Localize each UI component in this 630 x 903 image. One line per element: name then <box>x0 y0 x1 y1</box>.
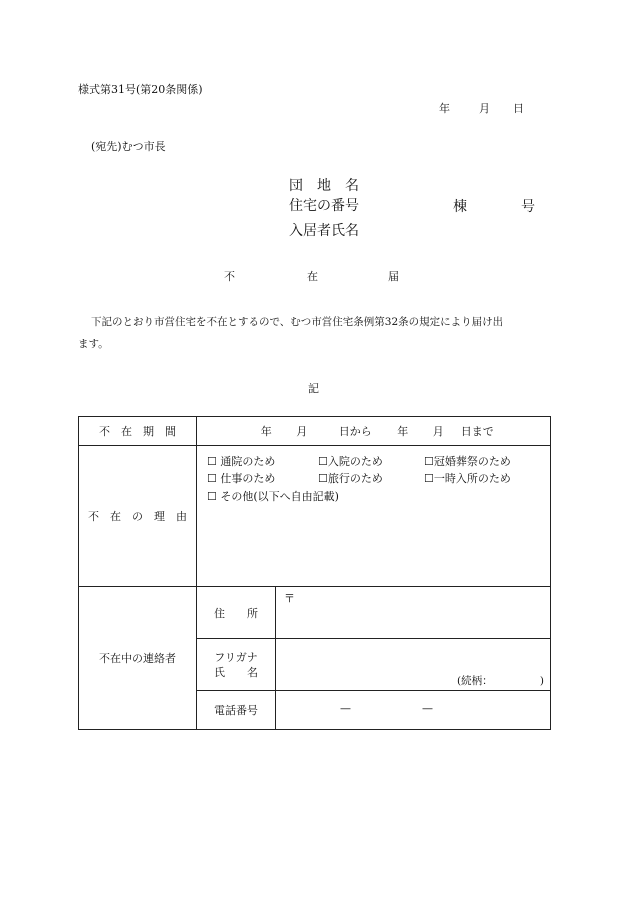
resident-name-label: 入居者氏名 <box>289 223 359 239</box>
date-year: 年 <box>439 102 450 115</box>
unit-number-label: 住宅の番号 <box>289 198 359 214</box>
body-line-2: ます。 <box>78 338 109 350</box>
option-other[interactable]: ☐ その他(以下へ自由記載) <box>207 489 339 503</box>
form-number: 様式第31号(第20条関係) <box>78 83 203 96</box>
to-day: 日まで <box>460 425 494 438</box>
name-input-cell[interactable] <box>276 639 551 691</box>
from-month: 月 <box>296 425 308 438</box>
postal-mark: 〒 <box>284 592 295 605</box>
title-char-3: 届 <box>388 270 399 283</box>
phone-input-cell[interactable] <box>276 691 551 730</box>
title-char-2: 在 <box>307 270 318 283</box>
option-travel[interactable]: ☐旅行のため <box>318 472 383 486</box>
option-temporary-admission[interactable]: ☐一時入所のため <box>424 472 511 486</box>
to-month: 月 <box>432 425 444 438</box>
from-day: 日から <box>338 425 372 438</box>
from-year: 年 <box>260 425 272 438</box>
reason-label: 不 在 の 理 由 <box>79 446 197 587</box>
ki-heading: 記 <box>308 382 319 395</box>
number-label: 号 <box>521 199 535 215</box>
reason-row <box>79 446 551 587</box>
phone-dash-2: — <box>422 702 433 715</box>
period-label: 不 在 期 間 <box>79 417 197 446</box>
title-char-1: 不 <box>224 270 235 283</box>
option-hospital-visit[interactable]: ☐ 通院のため <box>207 454 276 468</box>
phone-dash-1: — <box>340 702 351 715</box>
body-line-1: 下記のとおり市営住宅を不在とするので、むつ市営住宅条例第32条の規定により届け出 <box>91 316 504 328</box>
contact-label: 不在中の連絡者 <box>79 587 197 730</box>
phone-label: 電話番号 <box>197 691 276 730</box>
date-month: 月 <box>479 102 490 115</box>
building-label: 棟 <box>453 199 467 215</box>
relationship: (続柄： ) <box>457 675 544 687</box>
option-hospitalization[interactable]: ☐入院のため <box>318 454 383 468</box>
absence-form-table <box>78 416 551 730</box>
date-day: 日 <box>513 102 524 115</box>
name-label: 氏 名 <box>214 665 258 679</box>
period-value-cell[interactable] <box>197 417 551 446</box>
option-work[interactable]: ☐ 仕事のため <box>207 472 276 486</box>
furigana-label: フリガナ <box>214 650 258 664</box>
reason-options-cell <box>197 446 551 587</box>
name-label-cell <box>197 639 276 691</box>
addressee: (宛先)むつ市長 <box>91 140 166 153</box>
contact-address-row <box>79 587 551 639</box>
to-year: 年 <box>397 425 409 438</box>
complex-name-label: 団 地 名 <box>289 178 359 194</box>
period-row <box>79 417 551 446</box>
option-ceremony[interactable]: ☐冠婚葬祭のため <box>424 454 511 468</box>
address-label: 住 所 <box>197 587 276 639</box>
address-input-cell[interactable] <box>276 587 551 639</box>
